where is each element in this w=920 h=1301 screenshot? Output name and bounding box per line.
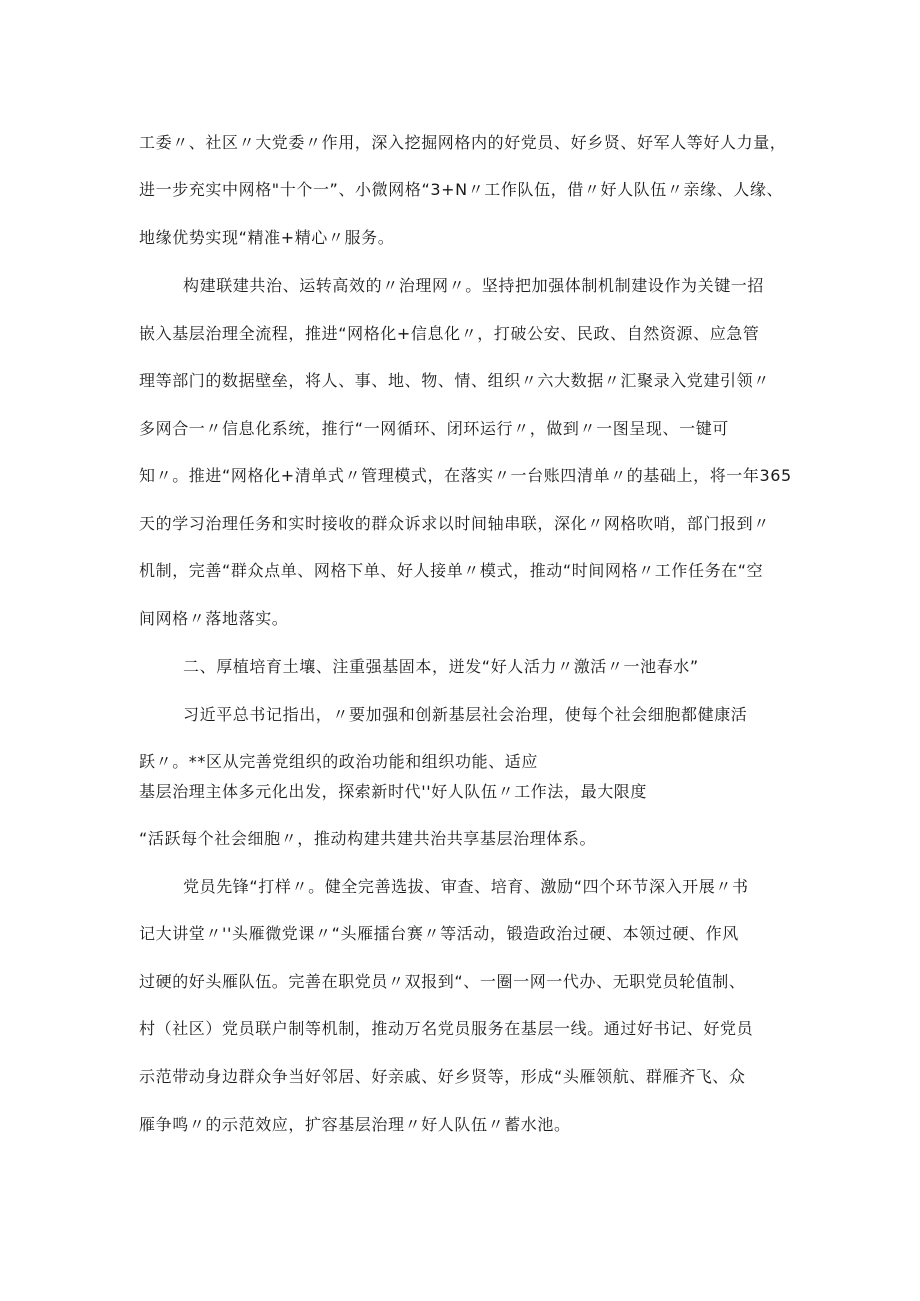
paragraph-line: 基层治理主体多元化出发，探索新时代''好人队伍〃工作法，最大限度 (139, 782, 647, 801)
paragraph-line: “活跃每个社会细胞〃，推动构建共建共治共享基层治理体系。 (139, 829, 597, 848)
section-heading: 二、厚植培育土壤、注重强基固本，迸发“好人活力〃激活〃一池春水” (183, 657, 699, 676)
paragraph-line: 多网合一〃信息化系统，推行“一网循环、闭环运行〃，做到〃一图呈现、一键可 (139, 419, 729, 438)
paragraph-line: 工委〃、社区〃大党委〃作用，深入挖掘网格内的好党员、好乡贤、好军人等好人力量， (139, 133, 787, 152)
paragraph-line: 记大讲堂〃''头雁微党课〃“头雁擂台赛〃等活动，锻造政治过硬、本领过硬、作风 (139, 924, 739, 943)
paragraph-line: 知〃。推进“网格化+清单式〃管理模式，在落实〃一台账四清单〃的基础上，将一年365 (139, 466, 792, 485)
paragraph-line: 过硬的好头雁队伍。完善在职党员〃双报到“、一圈一网一代办、无职党员轮值制、 (139, 972, 746, 991)
paragraph-line: 天的学习治理任务和实时接收的群众诉求以时间轴串联，深化〃网格吹哨，部门报到〃 (139, 514, 770, 533)
paragraph-line: 地缘优势实现“精准+精心〃服务。 (139, 228, 395, 247)
paragraph-line: 间网格〃落地落实。 (139, 609, 289, 628)
paragraph-line: 机制，完善“群众点单、网格下单、好人接单〃模式，推动“时间网格〃工作任务在“空 (139, 561, 764, 580)
paragraph-line: 雁争鸣〃的示范效应，扩容基层治理〃好人队伍〃蓄水池。 (139, 1115, 571, 1134)
paragraph-line: 进一步充实中网格"十个一”、小微网格“3+N〃工作队伍，借〃好人队伍〃亲缘、人缘、 (139, 180, 784, 199)
paragraph-line: 构建联建共治、运转高效的〃治理网〃。坚持把加强体制机制建设作为关键一招 (183, 276, 765, 295)
paragraph-line: 示范带动身边群众争当好邻居、好亲戚、好乡贤等，形成“头雁领航、群雁齐飞、众 (139, 1067, 746, 1086)
paragraph-line: 村（社区）党员联户制等机制，推动万名党员服务在基层一线。通过好书记、好党员 (139, 1019, 754, 1038)
paragraph-line: 党员先锋“打样〃。健全完善选拔、审查、培育、激励“四个环节深入开展〃书 (183, 877, 749, 896)
paragraph-line: 嵌入基层治理全流程，推进“网格化+信息化〃，打破公安、民政、自然资源、应急管 (139, 324, 760, 343)
paragraph-line: 理等部门的数据壁垒，将人、事、地、物、情、组织〃六大数据〃汇聚录入党建引领〃 (139, 371, 770, 390)
paragraph-line: 习近平总书记指出，〃要加强和创新基层社会治理，使每个社会细胞都健康活 (183, 705, 748, 724)
paragraph-line: 跃〃。**区从完善党组织的政治功能和组织功能、适应 (139, 752, 539, 771)
